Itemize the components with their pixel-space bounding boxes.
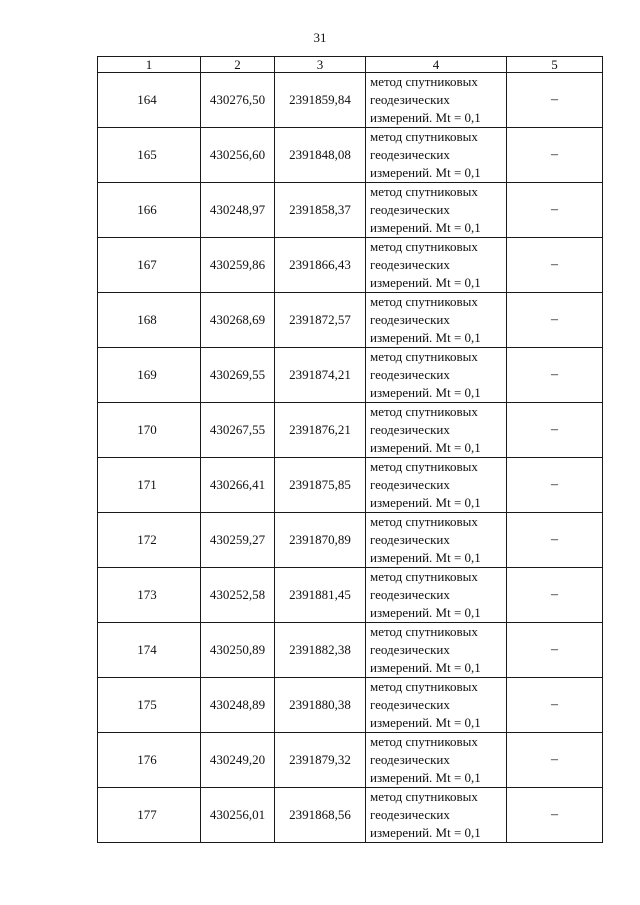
y-coordinate-cell: 2391859,84 xyxy=(275,73,366,128)
method-cell xyxy=(366,568,507,623)
method-line: измерений. Mt = 0,1 xyxy=(370,660,481,675)
method-line: измерений. Mt = 0,1 xyxy=(370,550,481,565)
method-line: метод спутниковых xyxy=(370,569,478,584)
header-cell-2: 2 xyxy=(201,57,275,73)
page-number: 31 xyxy=(313,30,327,45)
y-coordinate-cell: 2391848,08 xyxy=(275,128,366,183)
method-line: геодезических xyxy=(370,477,450,492)
method-cell xyxy=(366,458,507,513)
table-row xyxy=(98,403,603,458)
y-coordinate-cell: 2391872,57 xyxy=(275,293,366,348)
table-row xyxy=(98,458,603,513)
method-line: геодезических xyxy=(370,532,450,547)
method-line: геодезических xyxy=(370,92,450,107)
x-coordinate-cell: 430248,97 xyxy=(201,183,275,238)
note-cell: – xyxy=(507,458,603,513)
x-coordinate-cell: 430252,58 xyxy=(201,568,275,623)
method-line: метод спутниковых xyxy=(370,74,478,89)
x-coordinate-cell: 430256,60 xyxy=(201,128,275,183)
method-line: геодезических xyxy=(370,697,450,712)
method-line: метод спутниковых xyxy=(370,129,478,144)
method-line: метод спутниковых xyxy=(370,404,478,419)
y-coordinate-cell: 2391880,38 xyxy=(275,678,366,733)
method-line: геодезических xyxy=(370,312,450,327)
x-coordinate-cell: 430276,50 xyxy=(201,73,275,128)
point-number-cell: 164 xyxy=(98,73,201,128)
note-cell: – xyxy=(507,293,603,348)
y-coordinate-cell: 2391870,89 xyxy=(275,513,366,568)
table-row xyxy=(98,788,603,843)
method-line: метод спутниковых xyxy=(370,679,478,694)
method-line: измерений. Mt = 0,1 xyxy=(370,330,481,345)
point-number-cell: 174 xyxy=(98,623,201,678)
table-row xyxy=(98,513,603,568)
method-line: измерений. Mt = 0,1 xyxy=(370,495,481,510)
point-number-cell: 177 xyxy=(98,788,201,843)
point-number-cell: 167 xyxy=(98,238,201,293)
x-coordinate-cell: 430267,55 xyxy=(201,403,275,458)
table-row xyxy=(98,568,603,623)
note-cell: – xyxy=(507,403,603,458)
x-coordinate-cell: 430250,89 xyxy=(201,623,275,678)
point-number-cell: 172 xyxy=(98,513,201,568)
method-line: метод спутниковых xyxy=(370,514,478,529)
method-line: метод спутниковых xyxy=(370,349,478,364)
method-cell xyxy=(366,733,507,788)
point-number-cell: 175 xyxy=(98,678,201,733)
note-cell: – xyxy=(507,73,603,128)
y-coordinate-cell: 2391858,37 xyxy=(275,183,366,238)
y-coordinate-cell: 2391875,85 xyxy=(275,458,366,513)
x-coordinate-cell: 430259,27 xyxy=(201,513,275,568)
method-line: геодезических xyxy=(370,422,450,437)
note-cell: – xyxy=(507,678,603,733)
table-row xyxy=(98,348,603,403)
method-cell xyxy=(366,403,507,458)
method-line: измерений. Mt = 0,1 xyxy=(370,715,481,730)
table-body xyxy=(98,73,603,843)
header-cell-5: 5 xyxy=(507,57,603,73)
note-cell: – xyxy=(507,513,603,568)
header-row xyxy=(98,57,603,73)
method-cell xyxy=(366,128,507,183)
table-row xyxy=(98,733,603,788)
method-line: метод спутниковых xyxy=(370,624,478,639)
table-row xyxy=(98,73,603,128)
y-coordinate-cell: 2391876,21 xyxy=(275,403,366,458)
note-cell: – xyxy=(507,788,603,843)
point-number-cell: 166 xyxy=(98,183,201,238)
method-cell xyxy=(366,623,507,678)
x-coordinate-cell: 430248,89 xyxy=(201,678,275,733)
note-cell: – xyxy=(507,128,603,183)
method-line: измерений. Mt = 0,1 xyxy=(370,825,481,840)
method-line: измерений. Mt = 0,1 xyxy=(370,770,481,785)
note-cell: – xyxy=(507,238,603,293)
method-line: метод спутниковых xyxy=(370,459,478,474)
table-header xyxy=(98,57,603,73)
note-cell: – xyxy=(507,568,603,623)
point-number-cell: 176 xyxy=(98,733,201,788)
x-coordinate-cell: 430266,41 xyxy=(201,458,275,513)
method-line: метод спутниковых xyxy=(370,184,478,199)
point-number-cell: 171 xyxy=(98,458,201,513)
method-line: измерений. Mt = 0,1 xyxy=(370,165,481,180)
method-line: метод спутниковых xyxy=(370,239,478,254)
x-coordinate-cell: 430268,69 xyxy=(201,293,275,348)
method-cell xyxy=(366,348,507,403)
method-cell xyxy=(366,73,507,128)
method-line: измерений. Mt = 0,1 xyxy=(370,605,481,620)
table-row xyxy=(98,623,603,678)
x-coordinate-cell: 430256,01 xyxy=(201,788,275,843)
method-line: измерений. Mt = 0,1 xyxy=(370,110,481,125)
y-coordinate-cell: 2391868,56 xyxy=(275,788,366,843)
y-coordinate-cell: 2391866,43 xyxy=(275,238,366,293)
note-cell: – xyxy=(507,183,603,238)
coordinates-table xyxy=(97,56,603,843)
x-coordinate-cell: 430249,20 xyxy=(201,733,275,788)
method-line: измерений. Mt = 0,1 xyxy=(370,385,481,400)
method-line: измерений. Mt = 0,1 xyxy=(370,220,481,235)
point-number-cell: 169 xyxy=(98,348,201,403)
header-cell-4: 4 xyxy=(366,57,507,73)
header-cell-3: 3 xyxy=(275,57,366,73)
method-cell xyxy=(366,183,507,238)
method-line: метод спутниковых xyxy=(370,789,478,804)
method-line: геодезических xyxy=(370,202,450,217)
note-cell: – xyxy=(507,623,603,678)
point-number-cell: 173 xyxy=(98,568,201,623)
point-number-cell: 165 xyxy=(98,128,201,183)
method-cell xyxy=(366,238,507,293)
x-coordinate-cell: 430259,86 xyxy=(201,238,275,293)
method-cell xyxy=(366,293,507,348)
point-number-cell: 168 xyxy=(98,293,201,348)
method-cell xyxy=(366,788,507,843)
method-cell xyxy=(366,513,507,568)
table-row xyxy=(98,238,603,293)
y-coordinate-cell: 2391882,38 xyxy=(275,623,366,678)
method-line: геодезических xyxy=(370,807,450,822)
method-line: геодезических xyxy=(370,367,450,382)
method-line: геодезических xyxy=(370,642,450,657)
x-coordinate-cell: 430269,55 xyxy=(201,348,275,403)
method-line: метод спутниковых xyxy=(370,294,478,309)
method-line: геодезических xyxy=(370,257,450,272)
y-coordinate-cell: 2391874,21 xyxy=(275,348,366,403)
method-line: геодезических xyxy=(370,587,450,602)
table-row xyxy=(98,128,603,183)
method-line: метод спутниковых xyxy=(370,734,478,749)
header-cell-1: 1 xyxy=(98,57,201,73)
note-cell: – xyxy=(507,348,603,403)
method-cell xyxy=(366,678,507,733)
point-number-cell: 170 xyxy=(98,403,201,458)
y-coordinate-cell: 2391881,45 xyxy=(275,568,366,623)
note-cell: – xyxy=(507,733,603,788)
method-line: измерений. Mt = 0,1 xyxy=(370,440,481,455)
method-line: измерений. Mt = 0,1 xyxy=(370,275,481,290)
table-row xyxy=(98,293,603,348)
method-line: геодезических xyxy=(370,752,450,767)
y-coordinate-cell: 2391879,32 xyxy=(275,733,366,788)
table-row xyxy=(98,678,603,733)
table-row xyxy=(98,183,603,238)
method-line: геодезических xyxy=(370,147,450,162)
